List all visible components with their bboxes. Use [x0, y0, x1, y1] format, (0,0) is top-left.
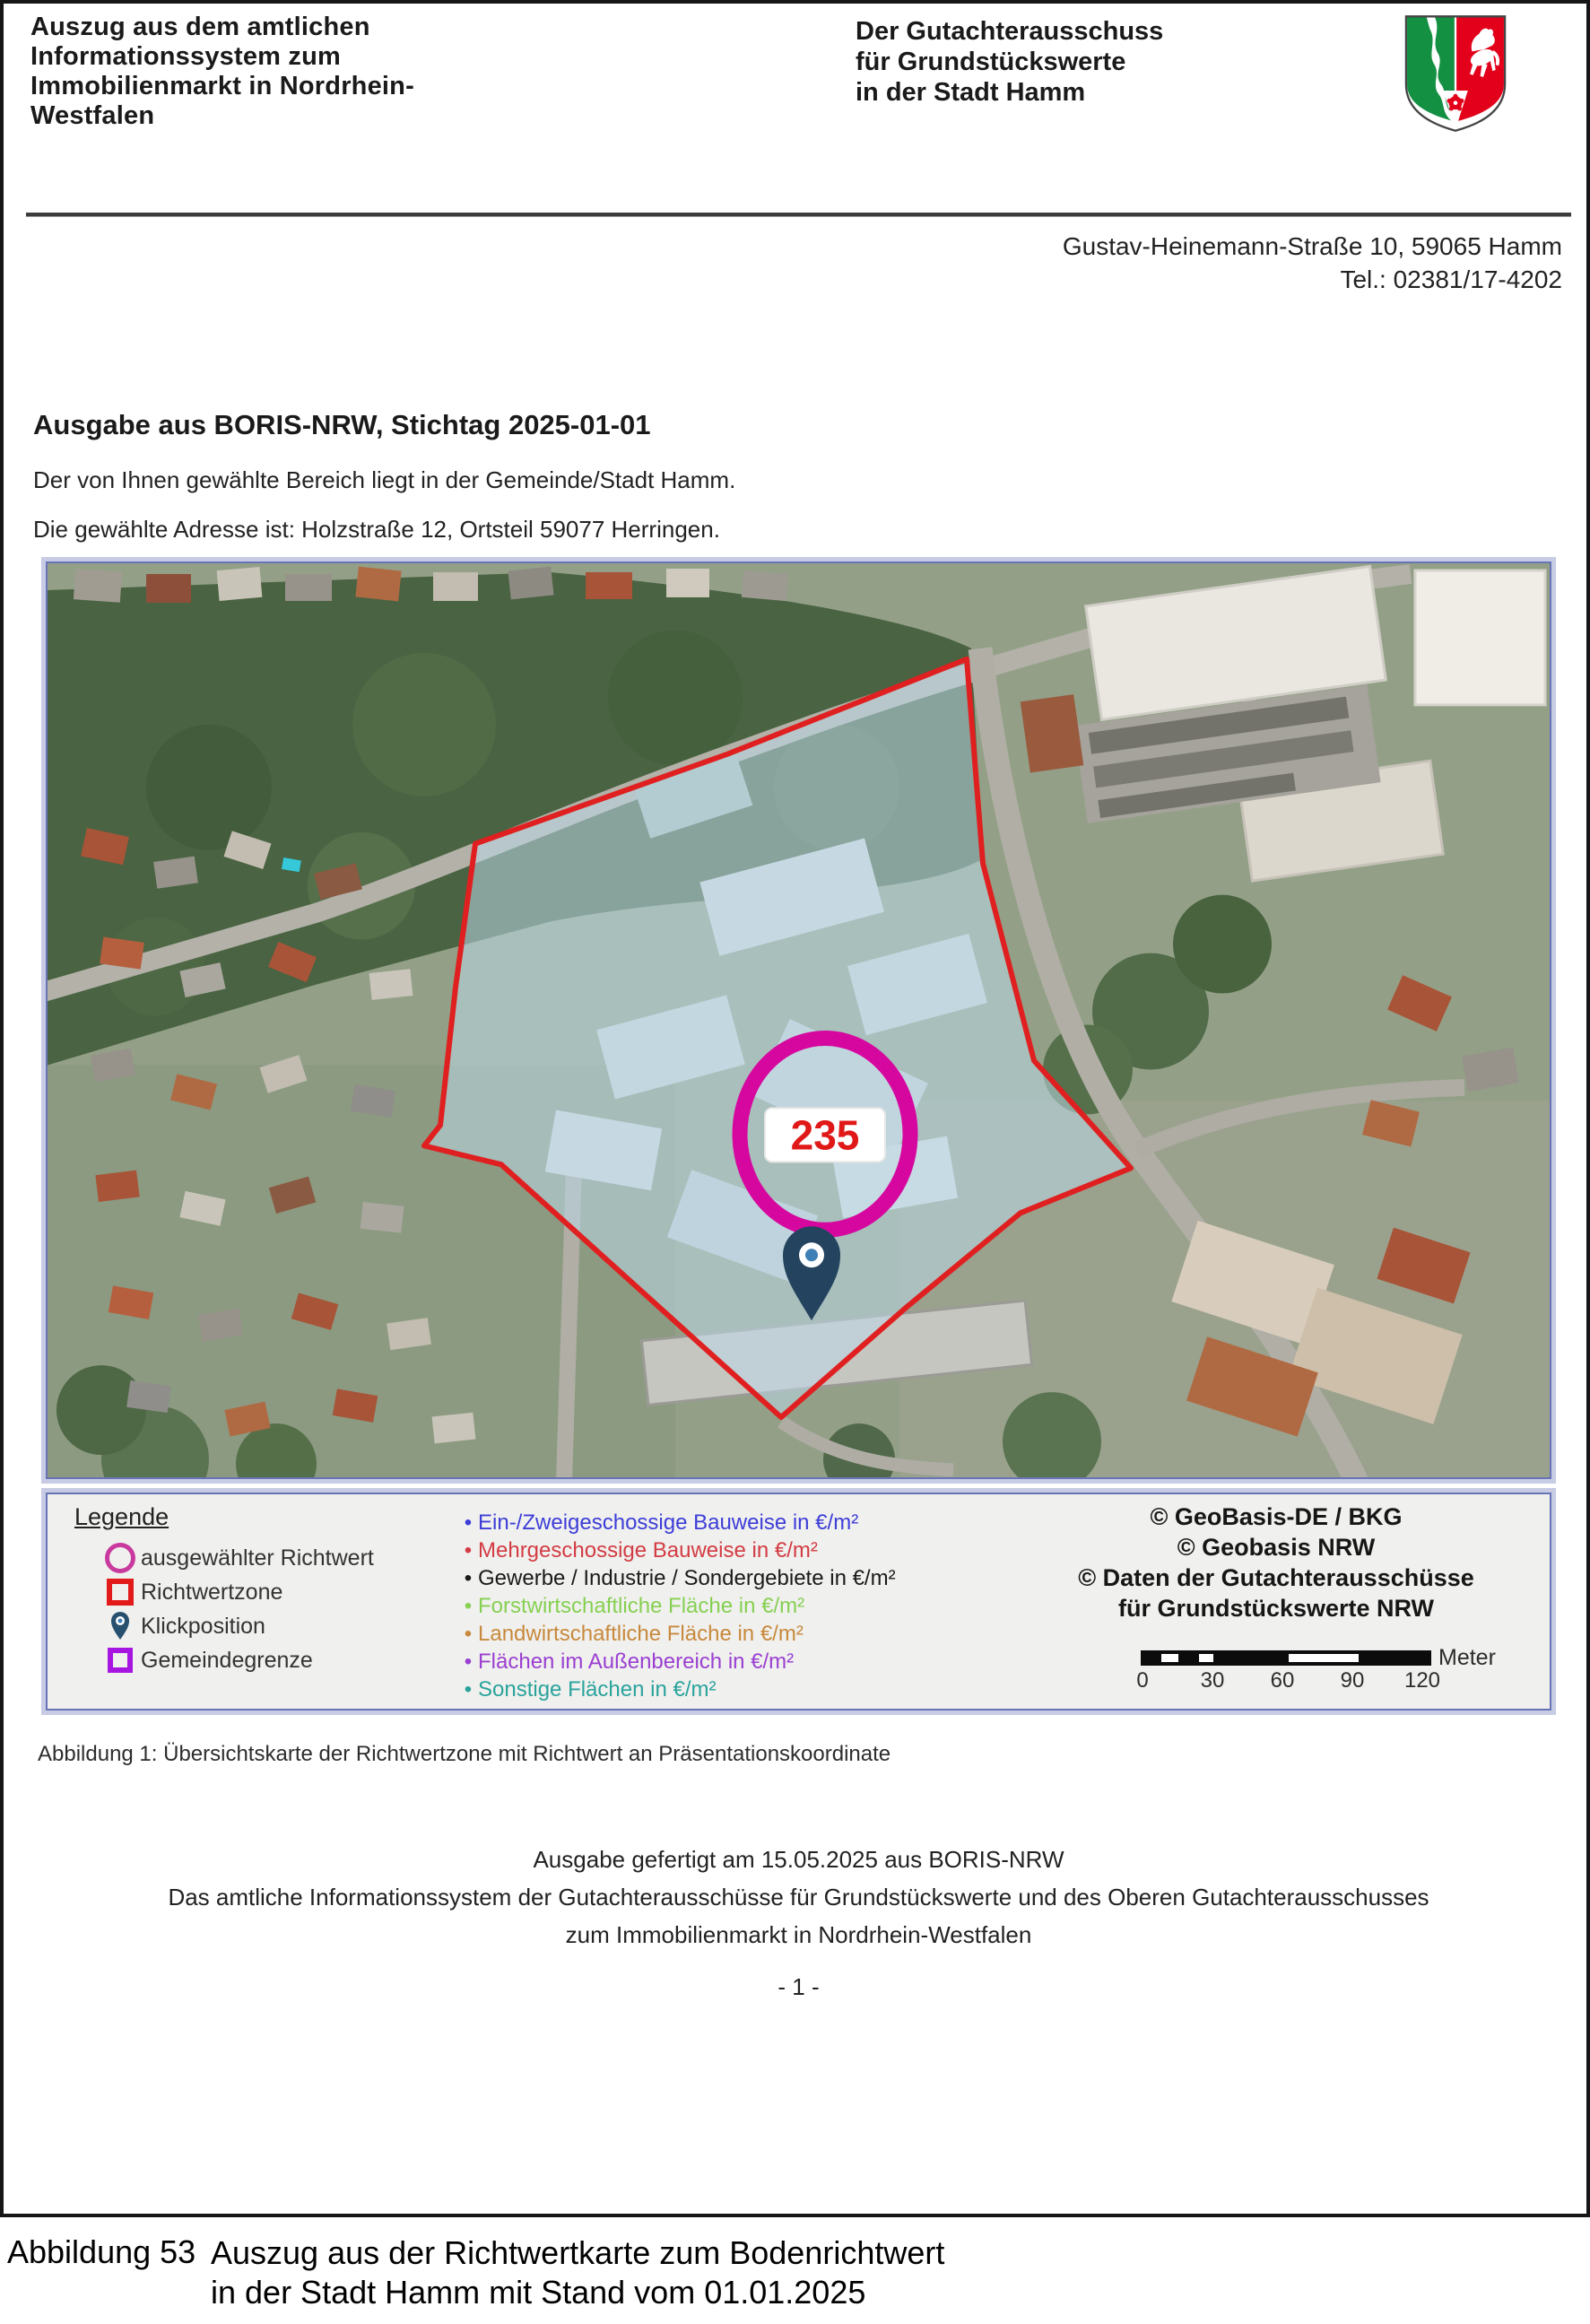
legend-category: • Landwirtschaftliche Fläche in €/m²: [464, 1622, 804, 1646]
scale-tick-labels: 0 30 60 90 120: [1136, 1668, 1441, 1693]
legend-category: • Flächen im Außenbereich in €/m²: [464, 1649, 795, 1674]
legend-item-richtwert: ausgewählter Richtwert: [100, 1541, 374, 1575]
legend-panel: [41, 1488, 1556, 1715]
legend-item-gemeindegrenze: Gemeindegrenze: [100, 1643, 374, 1677]
figure-53-label: Abbildung 53: [7, 2233, 196, 2270]
richtwert-value-label: [765, 1108, 885, 1162]
copyright-block: © GeoBasis-DE / BKG © Geobasis NRW © Daten der Gutachterausschüsse für Grundstückswerte NRW: [1078, 1503, 1474, 1622]
scale-unit-label: Meter: [1438, 1645, 1496, 1670]
legend-category-list: [458, 1509, 896, 1703]
issuer-title: Der Gutachterausschuss für Grundstückswerte in der Stadt Hamm: [856, 17, 1164, 107]
legend-category: • Gewerbe / Industrie / Sondergebiete in €/m²: [464, 1566, 896, 1590]
legend-item-klickposition: Klickposition: [100, 1609, 374, 1643]
footer-line-2: Das amtliche Informationssystem der Gutachterausschüsse für Grundstückswerte und des Oberen Gutachterausschusses: [168, 1884, 1429, 1911]
footer-line-3: zum Immobilienmarkt in Nordrhein-Westfalen: [565, 1921, 1032, 1948]
page-number: - 1 -: [778, 1973, 820, 2000]
header-divider: [26, 213, 1571, 217]
intro-line-adresse: Die gewählte Adresse ist: Holzstraße 12, Ortsteil 59077 Herringen.: [33, 516, 720, 543]
legend-category: • Forstwirtschaftliche Fläche in €/m²: [464, 1594, 805, 1618]
klickposition-pin-icon: [100, 1612, 141, 1641]
legend-category: • Ein-/Zweigeschossige Bauweise in €/m²: [464, 1510, 859, 1535]
map-figure-caption: Abbildung 1: Übersichtskarte der Richtwertzone mit Richtwert an Präsentationskoordinate: [38, 1742, 891, 1766]
legend-symbol-list: [100, 1541, 374, 1677]
legend-category: • Sonstige Flächen in €/m²: [464, 1677, 717, 1702]
nrw-coat-of-arms-icon: [1380, 14, 1531, 133]
aerial-map: [48, 563, 1550, 1477]
section-title: Ausgabe aus BORIS-NRW, Stichtag 2025-01-01: [33, 409, 651, 440]
legend-category: • Mehrgeschossige Bauweise in €/m²: [464, 1538, 818, 1562]
map-panel: [41, 557, 1556, 1484]
document-title: Auszug aus dem amtlichen Informationssystem zum Immobilienmarkt in Nordrhein- Westfalen: [30, 13, 414, 130]
legend-title: Legende: [74, 1503, 169, 1530]
map-scale-bar: [1136, 1645, 1496, 1693]
scale-bar-graphic: [1141, 1645, 1496, 1670]
richtwert-circle-icon: [100, 1543, 141, 1573]
issuer-address: Gustav-Heinemann-Straße 10, 59065 Hamm Tel.: 02381/17-4202: [1062, 232, 1562, 293]
svg-text:235: 235: [790, 1111, 860, 1159]
richtwertzone-square-icon: [100, 1579, 141, 1606]
footer-line-1: Ausgabe gefertigt am 15.05.2025 aus BORIS-NRW: [533, 1846, 1064, 1873]
intro-line-gemeinde: Der von Ihnen gewählte Bereich liegt in der Gemeinde/Stadt Hamm.: [33, 466, 736, 493]
gemeindegrenze-square-icon: [100, 1648, 141, 1673]
figure-53-caption: Abbildung 53 Auszug aus der Richtwertkarte zum Bodenrichtwert in der Stadt Hamm mit Stand vom 01.01.2025: [7, 2233, 945, 2311]
legend-item-richtwertzone: Richtwertzone: [100, 1575, 374, 1609]
